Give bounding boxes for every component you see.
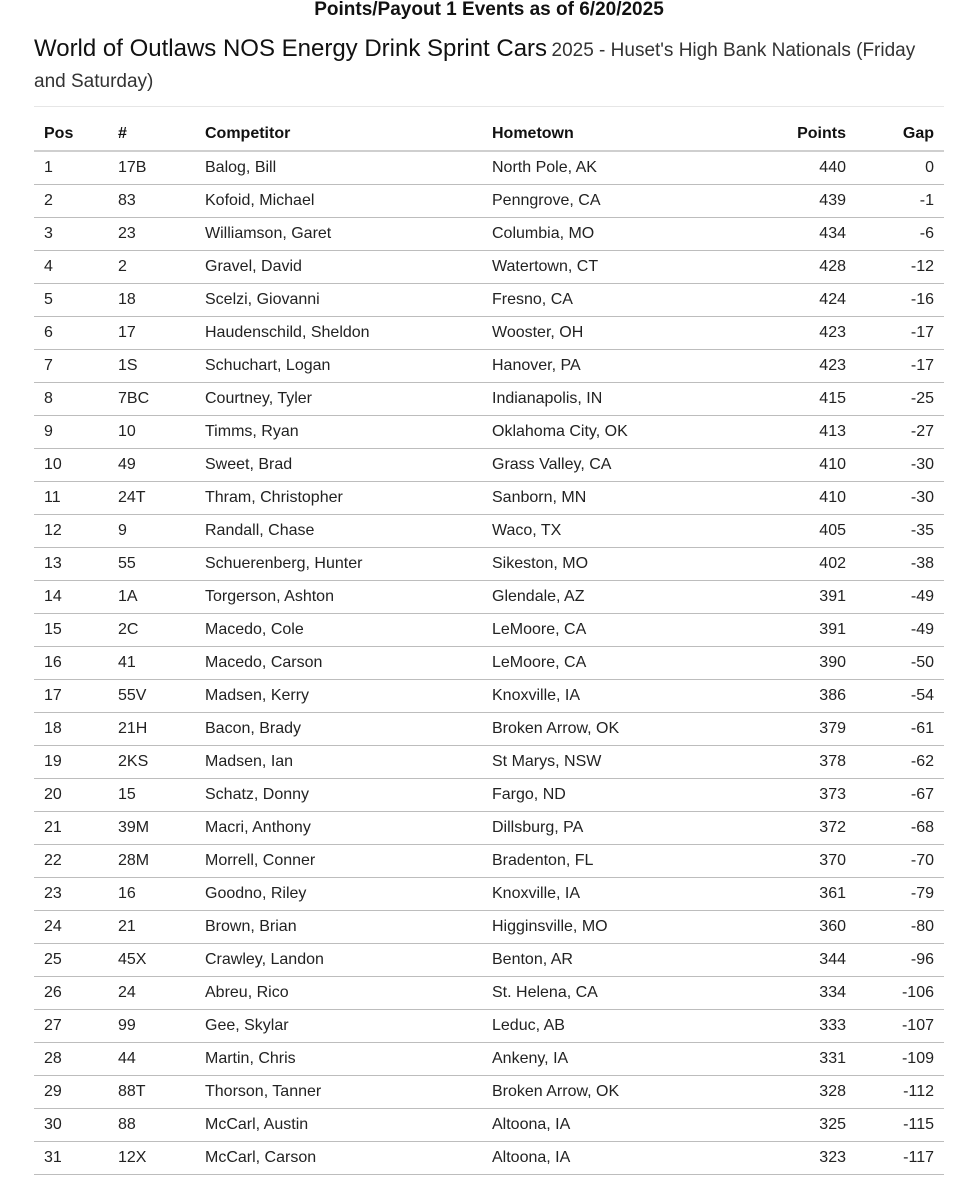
cell-points: 328 bbox=[732, 1076, 856, 1109]
table-row bbox=[34, 482, 944, 515]
cell-pos: 9 bbox=[34, 416, 108, 449]
cell-gap: -17 bbox=[856, 317, 944, 350]
table-row bbox=[34, 845, 944, 878]
cell-car-number: 2 bbox=[108, 251, 195, 284]
cell-pos: 8 bbox=[34, 383, 108, 416]
cell-competitor: Brown, Brian bbox=[195, 911, 482, 944]
table-row bbox=[34, 680, 944, 713]
cell-gap: -61 bbox=[856, 713, 944, 746]
cell-hometown: LeMoore, CA bbox=[482, 647, 732, 680]
cell-gap: -106 bbox=[856, 977, 944, 1010]
cell-competitor: McCarl, Carson bbox=[195, 1142, 482, 1175]
event-name: 2025 - Huset's High Bank Nationals (Friday and Saturday) bbox=[34, 40, 916, 92]
cell-gap: -12 bbox=[856, 251, 944, 284]
table-row bbox=[34, 449, 944, 482]
cell-gap: -30 bbox=[856, 482, 944, 515]
cell-pos: 19 bbox=[34, 746, 108, 779]
col-header-hometown: Hometown bbox=[482, 118, 732, 151]
cell-car-number: 9 bbox=[108, 515, 195, 548]
cell-points: 439 bbox=[732, 185, 856, 218]
cell-competitor: Abreu, Rico bbox=[195, 977, 482, 1010]
cell-pos: 12 bbox=[34, 515, 108, 548]
cell-points: 423 bbox=[732, 317, 856, 350]
cell-car-number: 88 bbox=[108, 1109, 195, 1142]
cell-hometown: Knoxville, IA bbox=[482, 878, 732, 911]
cell-competitor: McCarl, Austin bbox=[195, 1109, 482, 1142]
table-row bbox=[34, 878, 944, 911]
table-row bbox=[34, 350, 944, 383]
cell-gap: -67 bbox=[856, 779, 944, 812]
cell-points: 379 bbox=[732, 713, 856, 746]
cell-hometown: Indianapolis, IN bbox=[482, 383, 732, 416]
cell-points: 370 bbox=[732, 845, 856, 878]
cell-car-number: 15 bbox=[108, 779, 195, 812]
cell-gap: -79 bbox=[856, 878, 944, 911]
table-row bbox=[34, 779, 944, 812]
table-row bbox=[34, 515, 944, 548]
cell-competitor: Williamson, Garet bbox=[195, 218, 482, 251]
cell-hometown: Wooster, OH bbox=[482, 317, 732, 350]
cell-pos: 26 bbox=[34, 977, 108, 1010]
table-body bbox=[34, 151, 944, 1175]
table-row bbox=[34, 1109, 944, 1142]
cell-points: 333 bbox=[732, 1010, 856, 1043]
table-row bbox=[34, 647, 944, 680]
cell-competitor: Madsen, Ian bbox=[195, 746, 482, 779]
cell-gap: -80 bbox=[856, 911, 944, 944]
table-header bbox=[34, 118, 944, 151]
cell-points: 410 bbox=[732, 449, 856, 482]
cell-points: 325 bbox=[732, 1109, 856, 1142]
cell-car-number: 44 bbox=[108, 1043, 195, 1076]
col-header-car-number: # bbox=[108, 118, 195, 151]
cell-competitor: Thram, Christopher bbox=[195, 482, 482, 515]
table-row bbox=[34, 218, 944, 251]
cell-car-number: 55 bbox=[108, 548, 195, 581]
table-row bbox=[34, 151, 944, 185]
cell-competitor: Timms, Ryan bbox=[195, 416, 482, 449]
cell-points: 410 bbox=[732, 482, 856, 515]
cell-hometown: St Marys, NSW bbox=[482, 746, 732, 779]
cell-gap: -62 bbox=[856, 746, 944, 779]
cell-pos: 7 bbox=[34, 350, 108, 383]
table-row bbox=[34, 812, 944, 845]
cell-gap: -16 bbox=[856, 284, 944, 317]
cell-hometown: Columbia, MO bbox=[482, 218, 732, 251]
cell-competitor: Macedo, Carson bbox=[195, 647, 482, 680]
cell-car-number: 28M bbox=[108, 845, 195, 878]
cell-gap: -49 bbox=[856, 614, 944, 647]
cell-competitor: Kofoid, Michael bbox=[195, 185, 482, 218]
cell-points: 405 bbox=[732, 515, 856, 548]
cell-hometown: LeMoore, CA bbox=[482, 614, 732, 647]
cell-car-number: 2KS bbox=[108, 746, 195, 779]
cell-gap: -38 bbox=[856, 548, 944, 581]
cell-points: 378 bbox=[732, 746, 856, 779]
cell-gap: -115 bbox=[856, 1109, 944, 1142]
cell-points: 428 bbox=[732, 251, 856, 284]
cell-competitor: Courtney, Tyler bbox=[195, 383, 482, 416]
cell-pos: 21 bbox=[34, 812, 108, 845]
cell-competitor: Gee, Skylar bbox=[195, 1010, 482, 1043]
cell-points: 323 bbox=[732, 1142, 856, 1175]
cell-pos: 29 bbox=[34, 1076, 108, 1109]
table-row bbox=[34, 284, 944, 317]
cell-points: 402 bbox=[732, 548, 856, 581]
cell-competitor: Gravel, David bbox=[195, 251, 482, 284]
cell-competitor: Schuerenberg, Hunter bbox=[195, 548, 482, 581]
cell-pos: 4 bbox=[34, 251, 108, 284]
cell-points: 386 bbox=[732, 680, 856, 713]
cell-hometown: Penngrove, CA bbox=[482, 185, 732, 218]
cell-pos: 10 bbox=[34, 449, 108, 482]
col-header-pos: Pos bbox=[34, 118, 108, 151]
cell-hometown: Fresno, CA bbox=[482, 284, 732, 317]
cell-points: 413 bbox=[732, 416, 856, 449]
cell-pos: 30 bbox=[34, 1109, 108, 1142]
cell-competitor: Madsen, Kerry bbox=[195, 680, 482, 713]
table-row bbox=[34, 317, 944, 350]
cell-competitor: Macedo, Cole bbox=[195, 614, 482, 647]
cell-gap: -49 bbox=[856, 581, 944, 614]
cell-pos: 3 bbox=[34, 218, 108, 251]
cell-pos: 25 bbox=[34, 944, 108, 977]
cell-gap: -35 bbox=[856, 515, 944, 548]
table-row bbox=[34, 713, 944, 746]
table-header-row bbox=[34, 118, 944, 151]
cell-pos: 17 bbox=[34, 680, 108, 713]
cell-gap: -6 bbox=[856, 218, 944, 251]
cell-gap: -107 bbox=[856, 1010, 944, 1043]
cell-competitor: Bacon, Brady bbox=[195, 713, 482, 746]
cell-gap: -96 bbox=[856, 944, 944, 977]
cell-car-number: 39M bbox=[108, 812, 195, 845]
cell-gap: -70 bbox=[856, 845, 944, 878]
cell-points: 423 bbox=[732, 350, 856, 383]
cell-points: 373 bbox=[732, 779, 856, 812]
cell-car-number: 10 bbox=[108, 416, 195, 449]
cell-hometown: St. Helena, CA bbox=[482, 977, 732, 1010]
col-header-points: Points bbox=[732, 118, 856, 151]
series-name: World of Outlaws NOS Energy Drink Sprint Cars bbox=[34, 35, 548, 62]
cell-pos: 16 bbox=[34, 647, 108, 680]
cell-gap: -54 bbox=[856, 680, 944, 713]
cell-hometown: Fargo, ND bbox=[482, 779, 732, 812]
table-row bbox=[34, 251, 944, 284]
table-row bbox=[34, 1010, 944, 1043]
cell-pos: 24 bbox=[34, 911, 108, 944]
cell-pos: 23 bbox=[34, 878, 108, 911]
table-row bbox=[34, 416, 944, 449]
cell-competitor: Crawley, Landon bbox=[195, 944, 482, 977]
cell-points: 424 bbox=[732, 284, 856, 317]
cell-hometown: Watertown, CT bbox=[482, 251, 732, 284]
cell-car-number: 45X bbox=[108, 944, 195, 977]
table-row bbox=[34, 581, 944, 614]
page-title: Points/Payout 1 Events as of 6/20/2025 bbox=[314, 0, 664, 20]
cell-car-number: 88T bbox=[108, 1076, 195, 1109]
cell-hometown: Benton, AR bbox=[482, 944, 732, 977]
standings-header bbox=[34, 34, 944, 107]
cell-competitor: Thorson, Tanner bbox=[195, 1076, 482, 1109]
table-row bbox=[34, 185, 944, 218]
cell-hometown: Sikeston, MO bbox=[482, 548, 732, 581]
cell-hometown: Glendale, AZ bbox=[482, 581, 732, 614]
cell-car-number: 41 bbox=[108, 647, 195, 680]
cell-competitor: Macri, Anthony bbox=[195, 812, 482, 845]
cell-points: 331 bbox=[732, 1043, 856, 1076]
cell-car-number: 18 bbox=[108, 284, 195, 317]
cell-points: 391 bbox=[732, 614, 856, 647]
cell-pos: 28 bbox=[34, 1043, 108, 1076]
cell-hometown: Sanborn, MN bbox=[482, 482, 732, 515]
cell-competitor: Martin, Chris bbox=[195, 1043, 482, 1076]
cell-pos: 18 bbox=[34, 713, 108, 746]
table-row bbox=[34, 548, 944, 581]
cell-pos: 31 bbox=[34, 1142, 108, 1175]
table-row bbox=[34, 1076, 944, 1109]
table-row bbox=[34, 944, 944, 977]
cell-car-number: 24T bbox=[108, 482, 195, 515]
cell-competitor: Scelzi, Giovanni bbox=[195, 284, 482, 317]
cell-car-number: 23 bbox=[108, 218, 195, 251]
cell-hometown: Bradenton, FL bbox=[482, 845, 732, 878]
cell-car-number: 24 bbox=[108, 977, 195, 1010]
cell-car-number: 17B bbox=[108, 151, 195, 185]
cell-gap: -27 bbox=[856, 416, 944, 449]
cell-car-number: 2C bbox=[108, 614, 195, 647]
table-row bbox=[34, 1142, 944, 1175]
cell-car-number: 55V bbox=[108, 680, 195, 713]
cell-hometown: Higginsville, MO bbox=[482, 911, 732, 944]
cell-hometown: Oklahoma City, OK bbox=[482, 416, 732, 449]
cell-hometown: Leduc, AB bbox=[482, 1010, 732, 1043]
cell-pos: 11 bbox=[34, 482, 108, 515]
table-row bbox=[34, 977, 944, 1010]
cell-car-number: 49 bbox=[108, 449, 195, 482]
cell-points: 361 bbox=[732, 878, 856, 911]
cell-points: 415 bbox=[732, 383, 856, 416]
cell-pos: 5 bbox=[34, 284, 108, 317]
cell-pos: 1 bbox=[34, 151, 108, 185]
cell-car-number: 21 bbox=[108, 911, 195, 944]
cell-hometown: Broken Arrow, OK bbox=[482, 1076, 732, 1109]
cell-points: 344 bbox=[732, 944, 856, 977]
cell-competitor: Schatz, Donny bbox=[195, 779, 482, 812]
cell-gap: -109 bbox=[856, 1043, 944, 1076]
cell-pos: 27 bbox=[34, 1010, 108, 1043]
cell-car-number: 21H bbox=[108, 713, 195, 746]
cell-pos: 14 bbox=[34, 581, 108, 614]
cell-hometown: Dillsburg, PA bbox=[482, 812, 732, 845]
table-row bbox=[34, 614, 944, 647]
cell-pos: 15 bbox=[34, 614, 108, 647]
cell-hometown: Knoxville, IA bbox=[482, 680, 732, 713]
table-row bbox=[34, 1043, 944, 1076]
cell-pos: 20 bbox=[34, 779, 108, 812]
cell-gap: -25 bbox=[856, 383, 944, 416]
cell-hometown: Broken Arrow, OK bbox=[482, 713, 732, 746]
cell-competitor: Torgerson, Ashton bbox=[195, 581, 482, 614]
cell-gap: -17 bbox=[856, 350, 944, 383]
cell-pos: 2 bbox=[34, 185, 108, 218]
cell-hometown: Grass Valley, CA bbox=[482, 449, 732, 482]
cell-points: 391 bbox=[732, 581, 856, 614]
cell-points: 440 bbox=[732, 151, 856, 185]
cell-car-number: 16 bbox=[108, 878, 195, 911]
cell-car-number: 83 bbox=[108, 185, 195, 218]
cell-gap: -30 bbox=[856, 449, 944, 482]
cell-pos: 22 bbox=[34, 845, 108, 878]
cell-hometown: Ankeny, IA bbox=[482, 1043, 732, 1076]
cell-gap: 0 bbox=[856, 151, 944, 185]
cell-car-number: 99 bbox=[108, 1010, 195, 1043]
cell-points: 372 bbox=[732, 812, 856, 845]
cell-competitor: Sweet, Brad bbox=[195, 449, 482, 482]
cell-hometown: Altoona, IA bbox=[482, 1109, 732, 1142]
cell-points: 434 bbox=[732, 218, 856, 251]
cell-gap: -50 bbox=[856, 647, 944, 680]
cell-points: 360 bbox=[732, 911, 856, 944]
cell-gap: -68 bbox=[856, 812, 944, 845]
cell-car-number: 1S bbox=[108, 350, 195, 383]
cell-hometown: North Pole, AK bbox=[482, 151, 732, 185]
table-row bbox=[34, 746, 944, 779]
cell-pos: 6 bbox=[34, 317, 108, 350]
table-row bbox=[34, 383, 944, 416]
col-header-gap: Gap bbox=[856, 118, 944, 151]
cell-competitor: Schuchart, Logan bbox=[195, 350, 482, 383]
cell-competitor: Randall, Chase bbox=[195, 515, 482, 548]
col-header-competitor: Competitor bbox=[195, 118, 482, 151]
cell-points: 390 bbox=[732, 647, 856, 680]
cell-hometown: Hanover, PA bbox=[482, 350, 732, 383]
cell-car-number: 12X bbox=[108, 1142, 195, 1175]
cell-pos: 13 bbox=[34, 548, 108, 581]
cell-competitor: Goodno, Riley bbox=[195, 878, 482, 911]
cell-competitor: Haudenschild, Sheldon bbox=[195, 317, 482, 350]
cell-car-number: 1A bbox=[108, 581, 195, 614]
cell-competitor: Balog, Bill bbox=[195, 151, 482, 185]
cell-gap: -112 bbox=[856, 1076, 944, 1109]
cell-gap: -1 bbox=[856, 185, 944, 218]
cell-car-number: 7BC bbox=[108, 383, 195, 416]
cell-competitor: Morrell, Conner bbox=[195, 845, 482, 878]
cell-gap: -117 bbox=[856, 1142, 944, 1175]
points-standings-table bbox=[34, 118, 944, 1175]
cell-hometown: Waco, TX bbox=[482, 515, 732, 548]
table-row bbox=[34, 911, 944, 944]
cell-car-number: 17 bbox=[108, 317, 195, 350]
cell-hometown: Altoona, IA bbox=[482, 1142, 732, 1175]
cell-points: 334 bbox=[732, 977, 856, 1010]
